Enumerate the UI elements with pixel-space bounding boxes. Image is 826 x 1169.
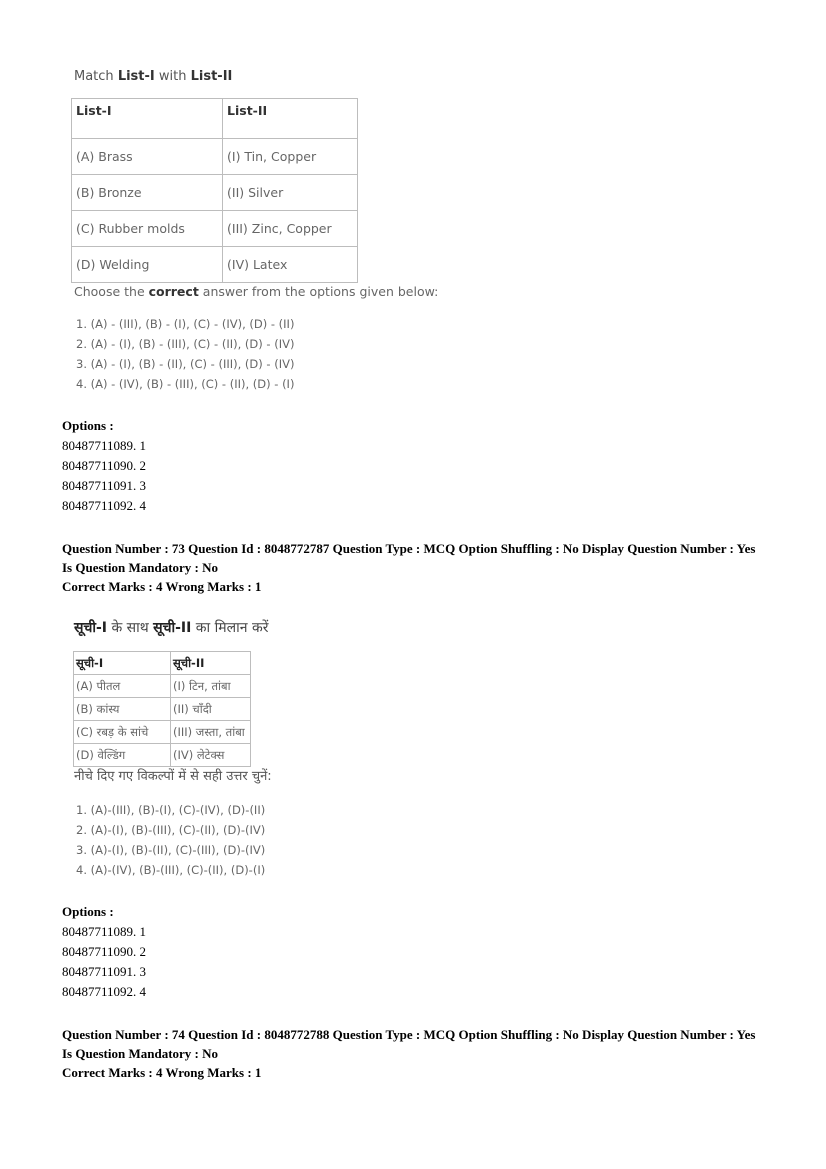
table-cell: (D) Welding xyxy=(72,247,223,283)
question-meta-line: Question Number : 74 Question Id : 8048772788 Question Type : MCQ Option Shuffling : No Display Question Number : Yes xyxy=(62,1027,756,1042)
table-cell: (III) Zinc, Copper xyxy=(223,211,358,247)
table-cell: (II) चाँदी xyxy=(171,698,251,721)
answer-choice: 1. (A) - (III), (B) - (I), (C) - (IV), (D) - (II) xyxy=(76,317,295,331)
answer-choice: 2. (A)-(I), (B)-(III), (C)-(II), (D)-(IV) xyxy=(76,823,266,837)
option-id: 80487711089. 1 xyxy=(62,924,147,939)
table-header-row xyxy=(72,99,358,139)
table-cell: (III) जस्ता, तांबा xyxy=(171,721,251,744)
table-cell: (I) टिन, तांबा xyxy=(171,675,251,698)
q72-match-table xyxy=(71,98,358,283)
q73-meta xyxy=(62,539,755,596)
table-header-cell: List-I xyxy=(72,99,223,139)
table-cell: (IV) Latex xyxy=(223,247,358,283)
table-row xyxy=(74,675,251,698)
q73-options-block xyxy=(62,902,146,1002)
option-id: 80487711092. 4 xyxy=(62,498,147,513)
option-id: 80487711090. 2 xyxy=(62,944,147,959)
answer-choice: 4. (A) - (IV), (B) - (III), (C) - (II), (D) - (I) xyxy=(76,377,295,391)
table-cell: (B) Bronze xyxy=(72,175,223,211)
option-id: 80487711092. 4 xyxy=(62,984,147,999)
table-cell: (II) Silver xyxy=(223,175,358,211)
q74-meta xyxy=(62,1025,755,1082)
q73-heading: सूची-I के साथ सूची-II का मिलान करें xyxy=(74,620,269,636)
question-mandatory-line: Is Question Mandatory : No xyxy=(62,1046,219,1061)
table-row xyxy=(72,247,358,283)
q72-heading: Match List-I with List-II xyxy=(74,69,233,84)
table-cell: (D) वेल्डिंग xyxy=(74,744,171,767)
table-cell: (A) पीतल xyxy=(74,675,171,698)
question-marks-line: Correct Marks : 4 Wrong Marks : 1 xyxy=(62,1065,262,1080)
table-row xyxy=(74,744,251,767)
table-row xyxy=(72,175,358,211)
table-header-cell: सूची-I xyxy=(74,652,171,675)
q73-match-table xyxy=(73,651,251,767)
table-row xyxy=(72,139,358,175)
answer-choice: 3. (A) - (I), (B) - (II), (C) - (III), (D) - (IV) xyxy=(76,357,295,371)
answer-choice: 1. (A)-(III), (B)-(I), (C)-(IV), (D)-(II) xyxy=(76,803,266,817)
table-cell: (B) कांस्य xyxy=(74,698,171,721)
q72-options-block xyxy=(62,416,146,516)
table-header-row xyxy=(74,652,251,675)
answer-choice: 3. (A)-(I), (B)-(II), (C)-(III), (D)-(IV) xyxy=(76,843,266,857)
options-label: Options : xyxy=(62,418,114,433)
table-cell: (C) Rubber molds xyxy=(72,211,223,247)
table-header-cell: सूची-II xyxy=(171,652,251,675)
table-row xyxy=(72,211,358,247)
question-marks-line: Correct Marks : 4 Wrong Marks : 1 xyxy=(62,579,262,594)
q73-instruction: नीचे दिए गए विकल्पों में से सही उत्तर चुनें: xyxy=(74,769,272,784)
q72-answer-choices xyxy=(76,314,294,394)
q73-answer-choices xyxy=(76,800,265,880)
question-mandatory-line: Is Question Mandatory : No xyxy=(62,560,219,575)
option-id: 80487711091. 3 xyxy=(62,478,147,493)
option-id: 80487711091. 3 xyxy=(62,964,147,979)
table-row xyxy=(74,698,251,721)
table-cell: (A) Brass xyxy=(72,139,223,175)
table-cell: (IV) लेटेक्स xyxy=(171,744,251,767)
option-id: 80487711089. 1 xyxy=(62,438,147,453)
options-label: Options : xyxy=(62,904,114,919)
table-cell: (C) रबड़ के सांचे xyxy=(74,721,171,744)
option-id: 80487711090. 2 xyxy=(62,458,147,473)
answer-choice: 4. (A)-(IV), (B)-(III), (C)-(II), (D)-(I) xyxy=(76,863,266,877)
question-meta-line: Question Number : 73 Question Id : 8048772787 Question Type : MCQ Option Shuffling : No Display Question Number : Yes xyxy=(62,541,756,556)
table-cell: (I) Tin, Copper xyxy=(223,139,358,175)
table-row xyxy=(74,721,251,744)
q72-instruction: Choose the correct answer from the options given below: xyxy=(74,284,439,299)
table-header-cell: List-II xyxy=(223,99,358,139)
answer-choice: 2. (A) - (I), (B) - (III), (C) - (II), (D) - (IV) xyxy=(76,337,295,351)
